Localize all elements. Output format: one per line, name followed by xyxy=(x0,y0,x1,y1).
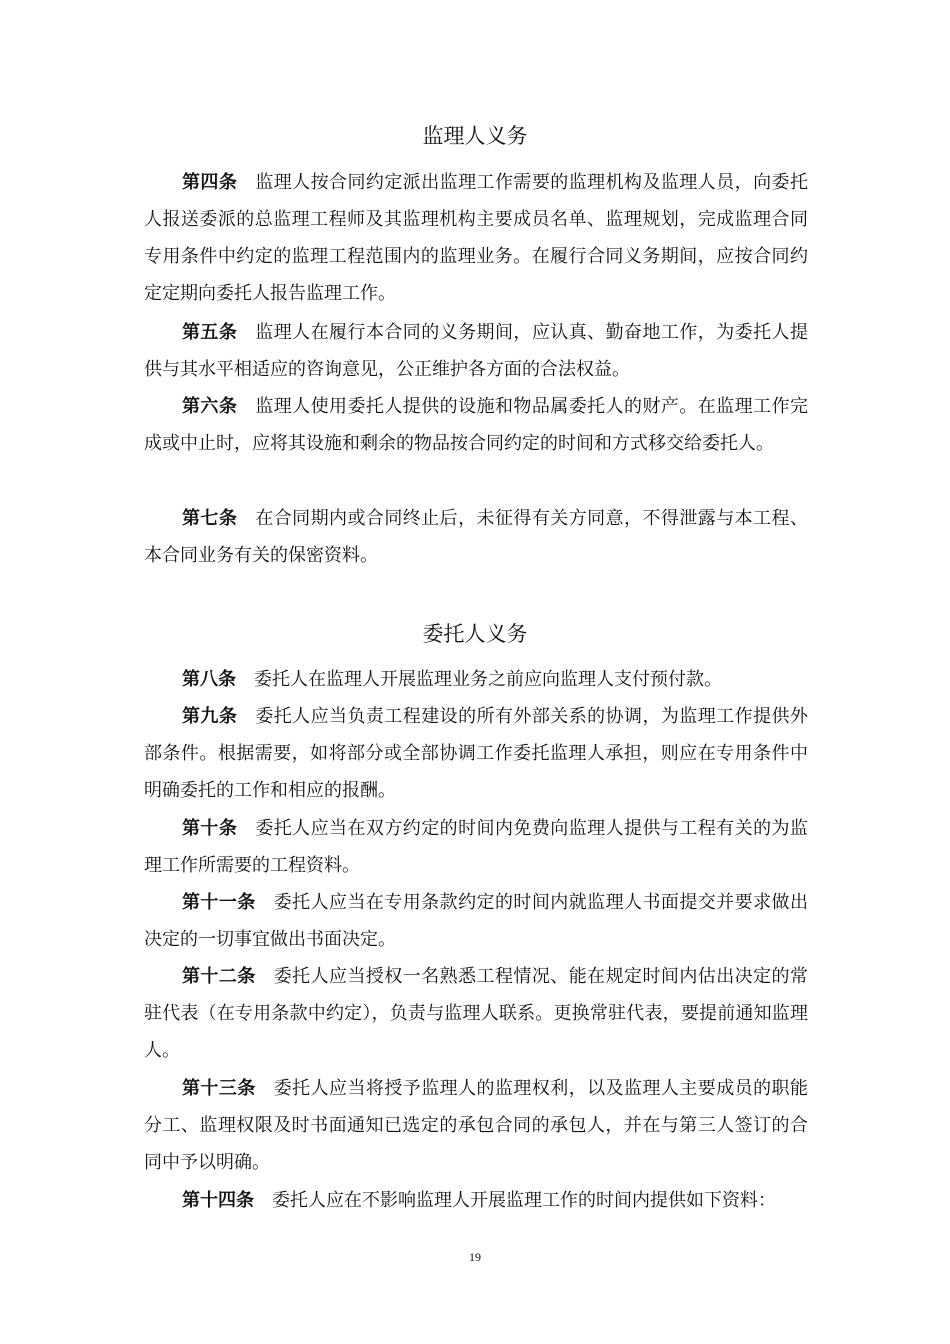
section-title-client-obligations: 委托人义务 xyxy=(422,622,528,646)
article-6 xyxy=(144,388,808,462)
article-label: 第十条 xyxy=(182,818,238,839)
article-label: 第九条 xyxy=(182,706,238,727)
article-11 xyxy=(144,884,808,958)
article-text: 监理人使用委托人提供的设施和物品属委托人的财产。在监理工作完成或中止时，应将其设施和剩余的物品按合同约定的时间和方式移交给委托人。 xyxy=(144,396,808,454)
article-text: 委托人应当在双方约定的时间内免费向监理人提供与工程有关的为监理工作所需要的工程资料。 xyxy=(144,818,808,876)
article-9 xyxy=(144,698,808,809)
article-text: 委托人应当授权一名熟悉工程情况、能在规定时间内估出决定的常驻代表（在专用条款中约定），负责与监理人联系。更换常驻代表，要提前通知监理人。 xyxy=(144,966,808,1061)
article-label: 第六条 xyxy=(182,396,238,417)
article-text: 委托人应当在专用条款约定的时间内就监理人书面提交并要求做出决定的一切事宜做出书面决定。 xyxy=(144,892,808,950)
article-text: 委托人应在不影响监理人开展监理工作的时间内提供如下资料： xyxy=(272,1190,776,1211)
article-text: 委托人在监理人开展监理业务之前应向监理人支付预付款。 xyxy=(254,669,722,690)
article-8 xyxy=(144,661,808,698)
article-label: 第八条 xyxy=(182,669,236,690)
article-label: 第十四条 xyxy=(182,1190,254,1211)
article-text: 监理人在履行本合同的义务期间，应认真、勤奋地工作，为委托人提供与其水平相适应的咨询意见，公正维护各方面的合法权益。 xyxy=(144,322,808,380)
article-label: 第十一条 xyxy=(182,892,256,913)
article-10 xyxy=(144,810,808,884)
article-text: 在合同期内或合同终止后，未征得有关方同意，不得泄露与本工程、本合同业务有关的保密资料。 xyxy=(144,508,808,566)
article-5 xyxy=(144,314,808,388)
section-title-supervisor-obligations: 监理人义务 xyxy=(422,124,528,148)
article-text: 监理人按合同约定派出监理工作需要的监理机构及监理人员，向委托人报送委派的总监理工程师及其监理机构主要成员名单、监理规划，完成监理合同专用条件中约定的监理工程范围内的监理业务。在履行合同义务期间，应按合同约定定期向委托人报告监理工作。 xyxy=(144,172,808,304)
article-14 xyxy=(144,1182,808,1219)
article-text: 委托人应当负责工程建设的所有外部关系的协调，为监理工作提供外部条件。根据需要，如将部分或全部协调工作委托监理人承担，则应在专用条件中明确委托的工作和相应的报酬。 xyxy=(144,706,808,801)
article-12 xyxy=(144,958,808,1069)
article-text: 委托人应当将授予监理人的监理权利，以及监理人主要成员的职能分工、监理权限及时书面通知已选定的承包合同的承包人，并在与第三人签订的合同中予以明确。 xyxy=(144,1078,808,1173)
article-label: 第四条 xyxy=(182,172,238,193)
article-label: 第五条 xyxy=(182,322,238,343)
article-4 xyxy=(144,164,808,312)
article-13 xyxy=(144,1070,808,1181)
article-7 xyxy=(144,500,808,574)
article-label: 第十三条 xyxy=(182,1078,256,1099)
page-number: 19 xyxy=(469,1250,481,1264)
article-label: 第七条 xyxy=(182,508,238,529)
article-label: 第十二条 xyxy=(182,966,256,987)
